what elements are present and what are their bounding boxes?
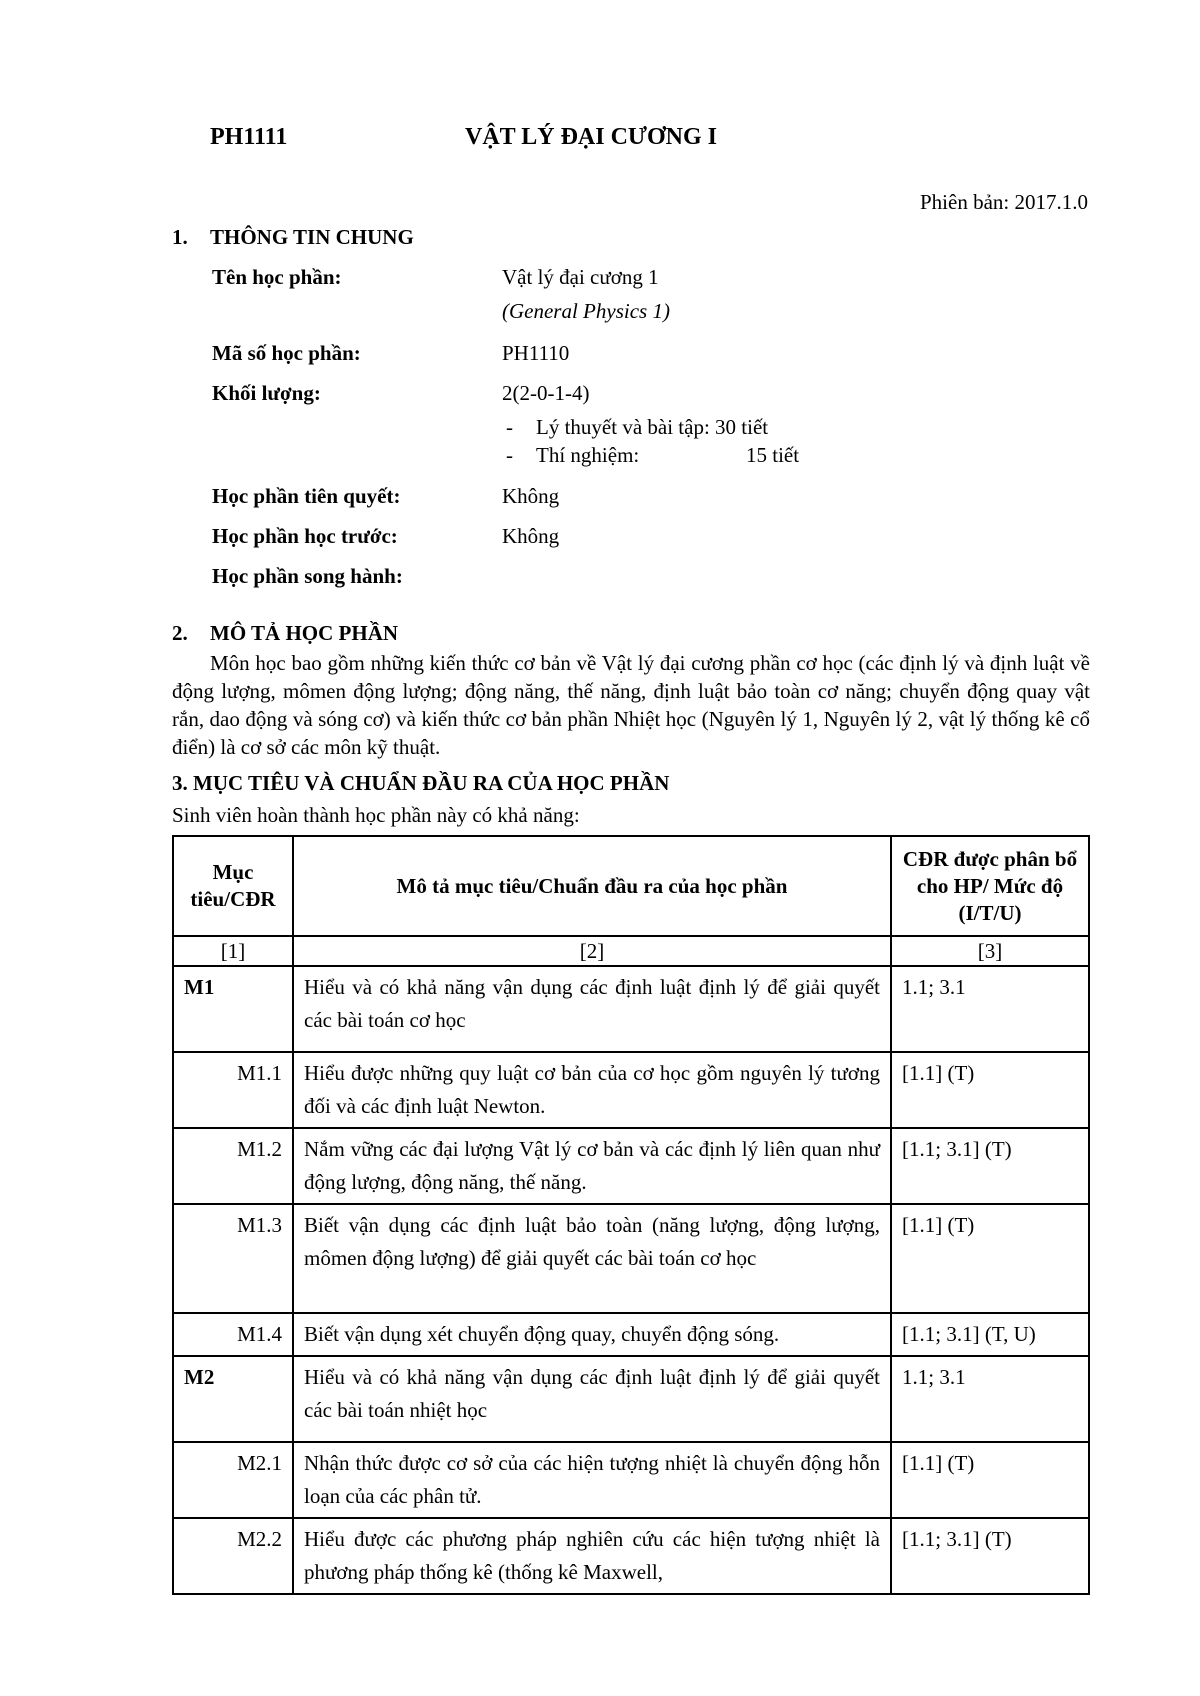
parallel-course-label: Học phần song hành:: [212, 564, 403, 588]
row-code: M2.1: [173, 1442, 293, 1518]
header-col-code: Mục tiêu/CĐR: [173, 836, 293, 936]
row-code: M1.3: [173, 1204, 293, 1313]
table-row: [173, 1442, 1089, 1518]
credit-item-hours: 15 tiết: [746, 443, 800, 467]
row-cdr: [1.1] (T): [891, 1442, 1089, 1518]
section-3-intro: Sinh viên hoàn thành học phần này có khả năng:: [172, 803, 580, 827]
row-description: Hiểu được những quy luật cơ bản của cơ học gồm nguyên lý tương đối và các định luật Newton.: [293, 1052, 891, 1128]
row-code: M1.1: [173, 1052, 293, 1128]
row-description: Nhận thức được cơ sở của các hiện tượng nhiệt là chuyển động hỗn loạn của các phân tử.: [293, 1442, 891, 1518]
index-col-3: [3]: [891, 936, 1089, 966]
prior-course-value: Không: [502, 524, 560, 548]
credit-item-lab: [0, 443, 1200, 471]
prerequisite-value: Không: [502, 484, 560, 508]
section-3-heading: 3. MỤC TIÊU VÀ CHUẨN ĐẦU RA CỦA HỌC PHẦN: [172, 771, 670, 795]
row-description: Hiểu và có khả năng vận dụng các định luật định lý để giải quyết các bài toán cơ học: [293, 966, 891, 1052]
dash: -: [506, 415, 513, 439]
credit-label: Khối lượng:: [212, 381, 321, 405]
course-code: PH1111: [210, 124, 288, 150]
credit-value: 2(2-0-1-4): [502, 381, 590, 405]
row-code: M2.2: [173, 1518, 293, 1594]
course-code-value: PH1110: [502, 341, 570, 365]
table-row: [173, 1052, 1089, 1128]
row-description: Hiểu được các phương pháp nghiên cứu các hiện tượng nhiệt là phương pháp thống kê (thống kê Maxwell,: [293, 1518, 891, 1594]
header-col-cdr: CĐR được phân bổ cho HP/ Mức độ (I/T/U): [891, 836, 1089, 936]
version-label: Phiên bản: 2017.1.0: [920, 190, 1088, 214]
prerequisite-label: Học phần tiên quyết:: [212, 484, 401, 508]
section-1-title: THÔNG TIN CHUNG: [210, 225, 414, 249]
table-row: [173, 1128, 1089, 1204]
course-title: VẬT LÝ ĐẠI CƯƠNG I: [465, 124, 718, 150]
table-row: [173, 1356, 1089, 1442]
table-header-row: [173, 836, 1089, 936]
row-description: Hiểu và có khả năng vận dụng các định luật định lý để giải quyết các bài toán nhiệt học: [293, 1356, 891, 1442]
row-cdr: [1.1; 3.1] (T, U): [891, 1313, 1089, 1356]
row-code: M1.2: [173, 1128, 293, 1204]
row-cdr: [1.1] (T): [891, 1204, 1089, 1313]
dash: -: [506, 443, 513, 467]
row-cdr: [1.1; 3.1] (T): [891, 1518, 1089, 1594]
row-description: Nắm vững các đại lượng Vật lý cơ bản và các định lý liên quan như động lượng, động năng, thế năng.: [293, 1128, 891, 1204]
table-index-row: [173, 936, 1089, 966]
row-code: M1.4: [173, 1313, 293, 1356]
section-2-number: 2.: [172, 621, 188, 645]
table-row: [173, 1204, 1089, 1313]
credit-item-theory: [0, 415, 1200, 443]
table-row: [173, 966, 1089, 1052]
course-name-label: Tên học phần:: [212, 265, 342, 289]
course-description: Môn học bao gồm những kiến thức cơ bản về Vật lý đại cương phần cơ học (các định lý và định luật về động lượng, mômen động lượng; động năng, thế năng, định luật bảo toàn cơ năng; chuyển động quay vật rắn, dao động và sóng cơ) và kiến thức cơ bản phần Nhiệt học (Nguyên lý 1, Nguyên lý 2, vật lý thống kê cổ điển) là cơ sở các môn kỹ thuật.: [172, 651, 1090, 759]
course-name-english: (General Physics 1): [502, 299, 670, 323]
index-col-2: [2]: [293, 936, 891, 966]
table-row: [173, 1313, 1089, 1356]
section-1-number: 1.: [172, 225, 188, 249]
row-code: M1: [173, 966, 293, 1052]
row-cdr: [1.1] (T): [891, 1052, 1089, 1128]
prior-course-label: Học phần học trước:: [212, 524, 398, 548]
row-cdr: 1.1; 3.1: [891, 966, 1089, 1052]
objectives-table: [172, 835, 1090, 1595]
header-col-description: Mô tả mục tiêu/Chuẩn đầu ra của học phần: [293, 836, 891, 936]
row-description: Biết vận dụng xét chuyển động quay, chuyển động sóng.: [293, 1313, 891, 1356]
credit-item-text: Lý thuyết và bài tập: 30 tiết: [536, 415, 769, 439]
table-row: [173, 1518, 1089, 1594]
course-code-label: Mã số học phần:: [212, 341, 361, 365]
row-cdr: [1.1; 3.1] (T): [891, 1128, 1089, 1204]
section-2-title: MÔ TẢ HỌC PHẦN: [210, 621, 399, 645]
course-name-value: Vật lý đại cương 1: [502, 265, 659, 289]
row-description: Biết vận dụng các định luật bảo toàn (năng lượng, động lượng, mômen động lượng) để giải quyết các bài toán cơ học: [293, 1204, 891, 1313]
credit-item-text: Thí nghiệm:: [536, 443, 640, 467]
index-col-1: [1]: [173, 936, 293, 966]
row-code: M2: [173, 1356, 293, 1442]
row-cdr: 1.1; 3.1: [891, 1356, 1089, 1442]
